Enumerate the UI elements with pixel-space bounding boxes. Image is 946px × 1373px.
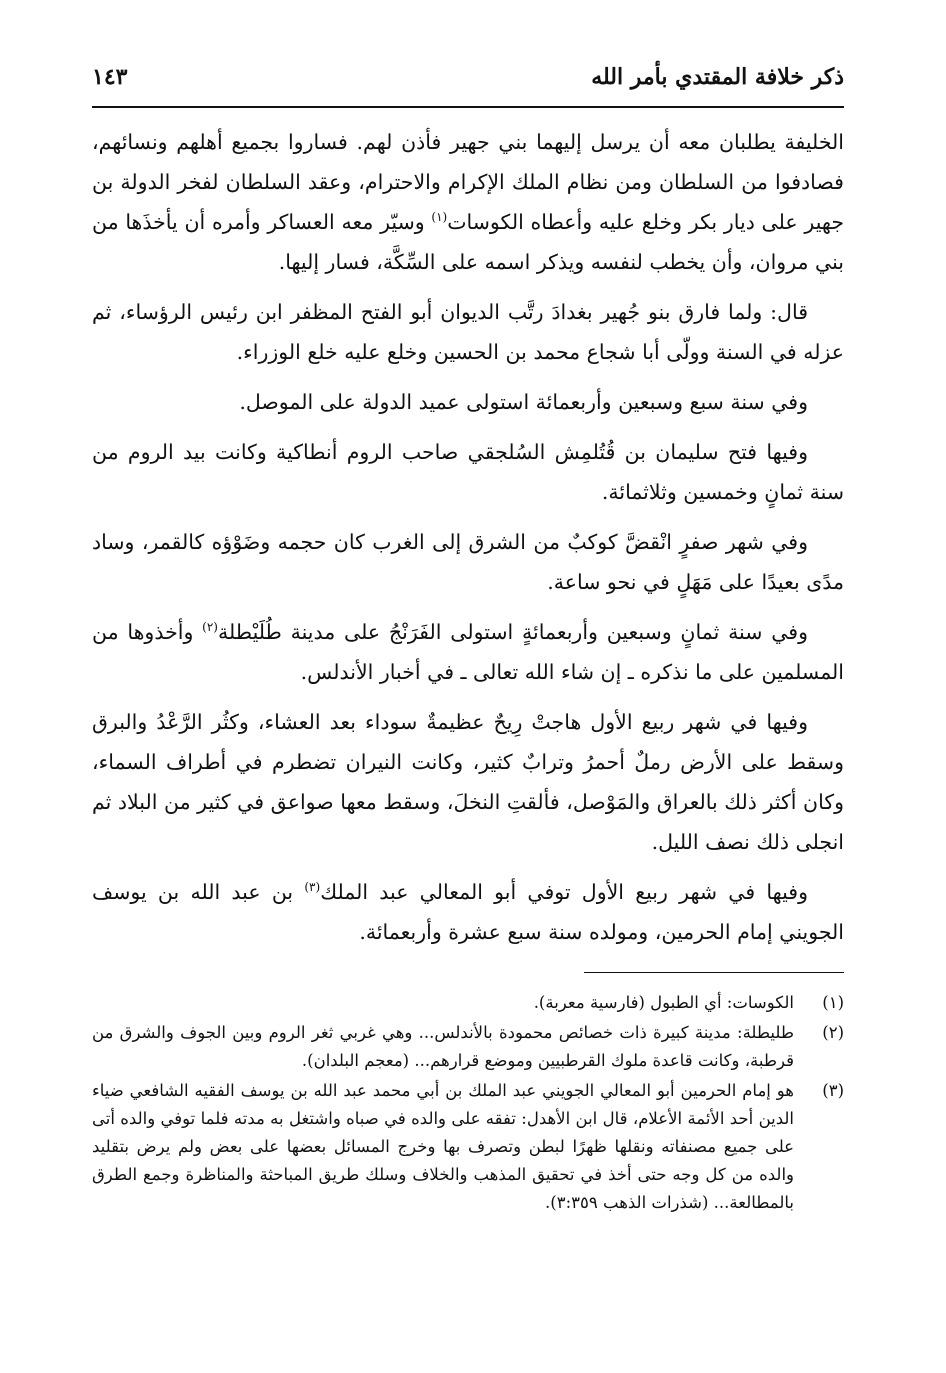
footnotes <box>92 989 844 1217</box>
paragraph <box>92 872 844 952</box>
footnote-number: (١) <box>822 993 844 1012</box>
paragraph-text: وفي سنة ثمانٍ وسبعين وأربعمائةٍ استولى الفَرَنْجُ على مدينة طُلَيْطلة <box>217 620 808 644</box>
footnote-text: الكوسات: أي الطبول (فارسية معربة). <box>533 993 794 1012</box>
paragraph-text: وأخذوها من المسلمين على ما نذكره ـ إن شاء الله تعالى ـ في أخبار الأندلس. <box>92 620 844 684</box>
paragraph-text: وفيها في شهر ربيع الأول توفي أبو المعالي عبد الملك <box>320 880 809 904</box>
running-title: ذكر خلافة المقتدي بأمر الله <box>591 64 844 90</box>
paragraph: قال: ولما فارق بنو جُهير بغدادَ رتَّب الديوان أبو الفتح المظفر ابن رئيس الرؤساء، ثم عزله في السنة وولّى أبا شجاع محمد بن الحسين وخلع عليه خلع الوزراء. <box>92 300 844 364</box>
page-number: ١٤٣ <box>92 64 128 90</box>
page-header <box>92 60 844 108</box>
book-page <box>92 60 844 1360</box>
paragraph <box>92 612 844 692</box>
paragraph-text: وسيّر معه العساكر وأمره أن يأخذَها من بني مروان، وأن يخطب لنفسه ويذكر اسمه على السِّكَّة، فسار إليها. <box>92 210 844 274</box>
footnote-mark: (٣) <box>304 880 321 895</box>
footnote <box>92 1019 844 1075</box>
paragraph <box>92 122 844 282</box>
footnote-mark: (١) <box>431 210 448 225</box>
paragraph: وفي سنة سبع وسبعين وأربعمائة استولى عميد الدولة على الموصل. <box>239 390 808 414</box>
footnote <box>92 989 844 1017</box>
footnote <box>92 1077 844 1217</box>
paragraph: وفي شهر صفرٍ انْقضَّ كوكبٌ من الشرق إلى الغرب كان حجمه وضَوْؤه كالقمر، وساد مدًى بعيدًا على مَهَلٍ في نحو ساعة. <box>92 530 844 594</box>
footnote-divider <box>584 972 844 973</box>
footnote-text: هو إمام الحرمين أبو المعالي الجويني عبد الملك بن أبي محمد عبد الله بن يوسف الفقيه الشافعي ضياء الدين أحد الأئمة الأعلام، قال ابن الأهدل: تفقه على والده في صباه واشتغل به مدته فلما توفي والده أتى على جميع مصنفاته ونقلها ظهرًا لبطن وتصرف بها وخرج المسائل بعضها على بعض ولم يرض بتقليد والده من كل وجه حتى أخذ في تحقيق المذهب والخلاف وسلك طريق المباحثة والمناظرة وجمع الطرق بالمطالعة... (شذرات الذهب ٣:٣٥٩). <box>92 1081 794 1212</box>
footnote-number: (٢) <box>822 1023 844 1042</box>
paragraph-text: الخليفة يطلبان معه أن يرسل إليهما بني جهير فأذن لهم. فساروا بجميع أهلهم ونسائهم، فصادفوا من السلطان ومن نظام الملك الإكرام والاحترام، وعقد السلطان لفخر الدولة بن جهير على ديار بكر وخلع عليه وأعطاه الكوسات <box>92 130 845 234</box>
footnote-mark: (٢) <box>202 620 218 635</box>
paragraph: وفيها في شهر ربيع الأول هاجتْ رِيحٌ عظيمةٌ سوداء بعد العشاء، وكثُر الرَّعْدُ والبرق وسقط على الأرض رملٌ أحمرُ وترابٌ كثير، وكانت النيران تضطرم في أطراف السماء، وكان أكثر ذلك بالعراق والمَوْصل، فألقتِ النخلَ، وسقط معها صواعق في كثير من البلاد ثم انجلى ذلك نصف الليل. <box>92 710 844 854</box>
main-text <box>92 122 844 952</box>
footnote-number: (٣) <box>822 1081 844 1100</box>
paragraph: وفيها فتح سليمان بن قُتُلمِش السُلجقي صاحب الروم أنطاكية وكانت بيد الروم من سنة ثمانٍ وخمسين وثلاثمائة. <box>92 440 844 504</box>
footnote-text: طليطلة: مدينة كبيرة ذات خصائص محمودة بالأندلس... وهي غربي ثغر الروم وبين الجوف والشرق من قرطبة، وكانت قاعدة ملوك القرطبيين وموضع قرارهم... (معجم البلدان). <box>92 1023 794 1070</box>
paragraph-text: بن عبد الله بن يوسف الجويني إمام الحرمين، ومولده سنة سبع عشرة وأربعمائة. <box>92 880 844 944</box>
